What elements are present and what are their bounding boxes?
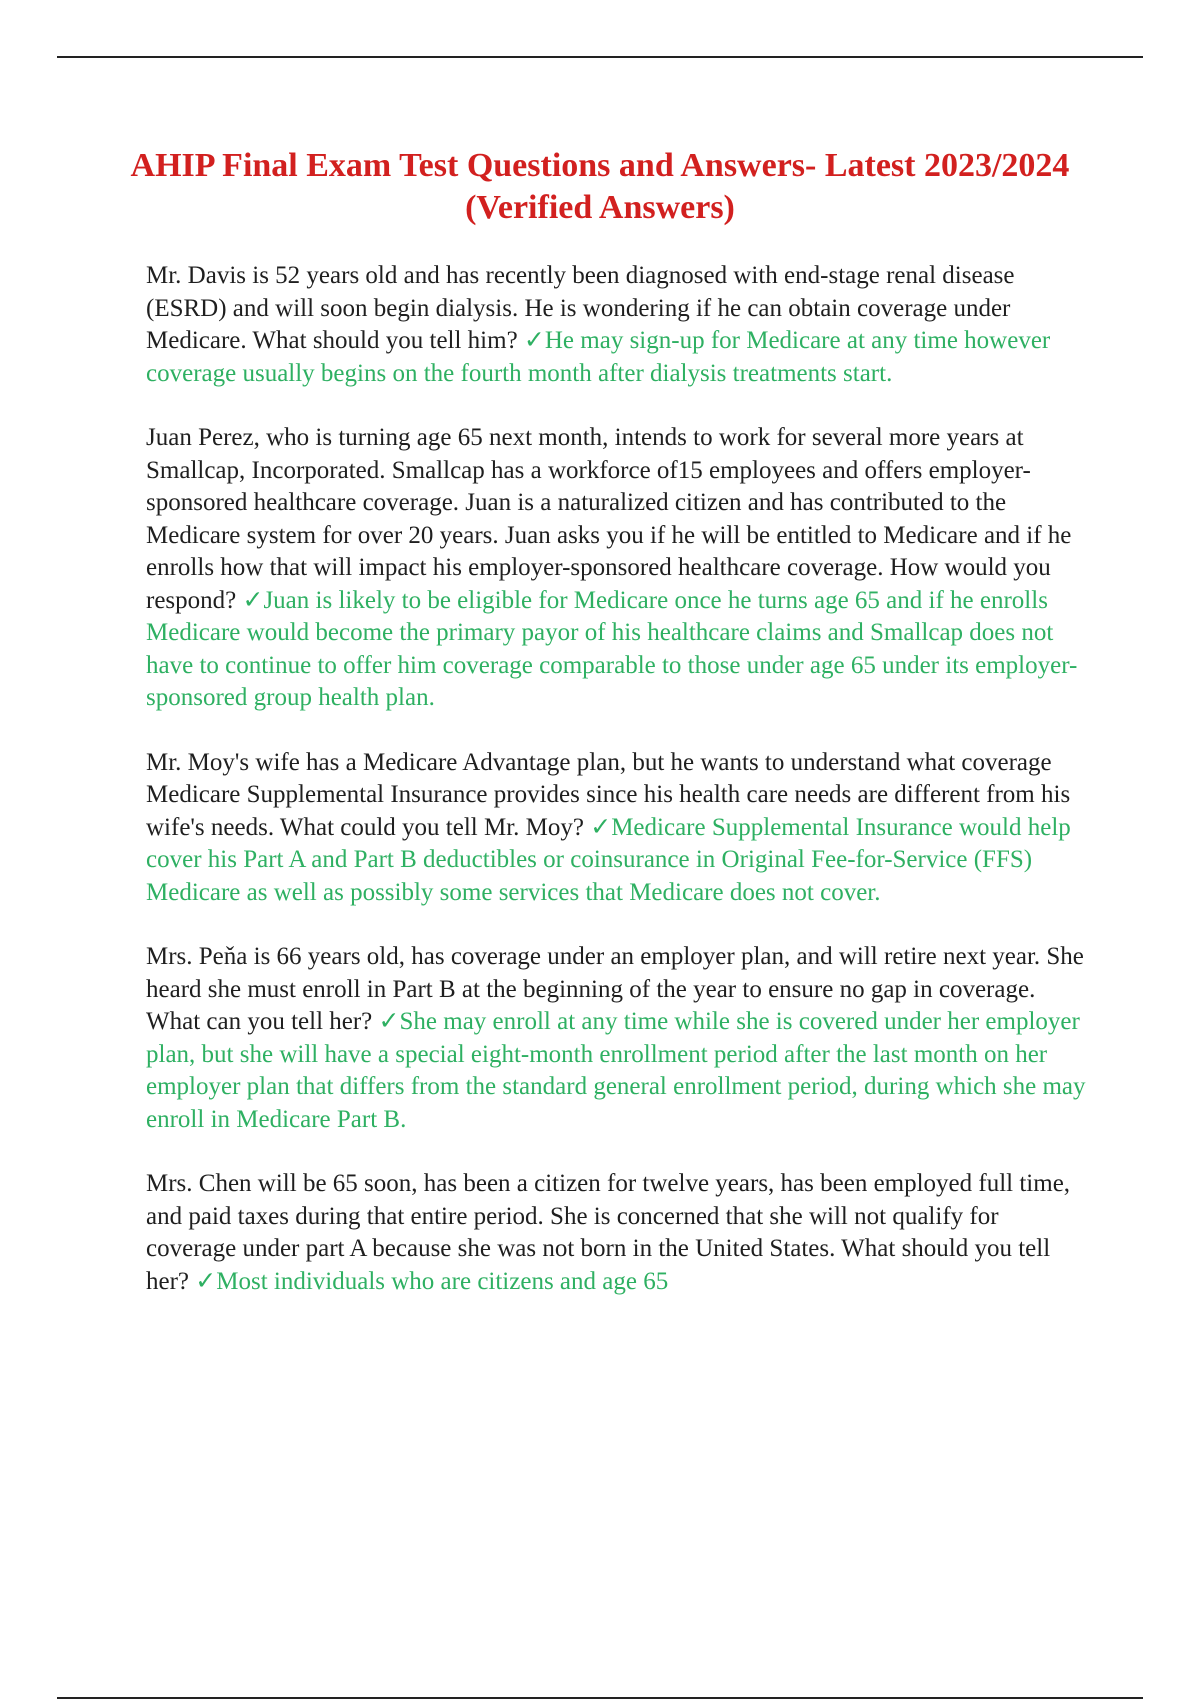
answer-body: She may enroll at any time while she is covered under her employer plan, but she will have a special eight-month enrollment period after the last month on her employer plan that differs from the standard general enrollment period, during which she may enroll in Medicare Part B. (146, 1008, 1086, 1133)
answer-text (195, 1268, 668, 1295)
check-mark: ✓ (523, 327, 545, 354)
question-text: Juan Perez, who is turning age 65 next month, intends to work for several more years at Smallcap, Incorporated. Smallcap has a workforce of15 employees and offers employer-sponsored healthcare coverage. Juan is a naturalized citizen and has contributed to the Medicare system for over 20 years. Juan asks you if he will be entitled to Medicare and if he enrolls how that will impact his employer-sponsored healthcare coverage. How would you respond? (146, 424, 1072, 614)
question-text: Mrs. Peňa is 66 years old, has coverage under an employer plan, and will retire next year. She heard she must enroll in Part B at the beginning of the year to ensure no gap in coverage. What can you tell her? (146, 943, 1084, 1035)
top-rule (57, 56, 1143, 58)
check-mark: ✓ (195, 1267, 217, 1295)
answer-text (146, 587, 1077, 712)
bottom-rule (57, 1697, 1143, 1699)
qa-item (146, 747, 1090, 910)
answer-body: Medicare Supplemental Insurance would help cover his Part A and Part B deductibles or coinsurance in Original Fee-for-Service (FFS) Medicare as well as possibly some services that Medicare does not cover. (146, 813, 1071, 906)
qa-item (146, 422, 1090, 715)
question-text: Mrs. Chen will be 65 soon, has been a citizen for twelve years, has been employed full time, and paid taxes during that entire period. She is concerned that she will not qualify for coverage under part A because she was not born in the United States. What should you tell her? (146, 1170, 1071, 1295)
qa-list (146, 260, 1090, 1330)
answer-body: Most individuals who are citizens and age 65 (216, 1267, 669, 1295)
answer-body: Juan is likely to be eligible for Medicare once he turns age 65 and if he enrolls Medicare would become the primary payor of his healthcare claims and Smallcap does not have to continue to offer him coverage comparable to those under age 65 under its employer-sponsored group health plan. (146, 586, 1078, 711)
question-text: Mr. Moy's wife has a Medicare Advantage plan, but he wants to understand what coverage Medicare Supplemental Insurance provides since his health care needs are different from his wife's needs. What could you tell Mr. Moy? (146, 748, 1071, 841)
question-text: Mr. Davis is 52 years old and has recently been diagnosed with end-stage renal disease (ESRD) and will soon begin dialysis. He is wondering if he can obtain coverage under Medicare. What should you tell him? (146, 262, 1015, 354)
qa-item (146, 260, 1090, 390)
qa-item (146, 1168, 1090, 1298)
check-mark: ✓ (590, 813, 612, 841)
answer-body: He may sign-up for Medicare at any time however coverage usually begins on the fourth month after dialysis treatments start. (146, 327, 1051, 387)
check-mark: ✓ (378, 1008, 400, 1035)
qa-item (146, 941, 1090, 1136)
check-mark: ✓ (242, 586, 264, 614)
document-title: AHIP Final Exam Test Questions and Answers- Latest 2023/2024 (Verified Answers) (130, 147, 1070, 226)
